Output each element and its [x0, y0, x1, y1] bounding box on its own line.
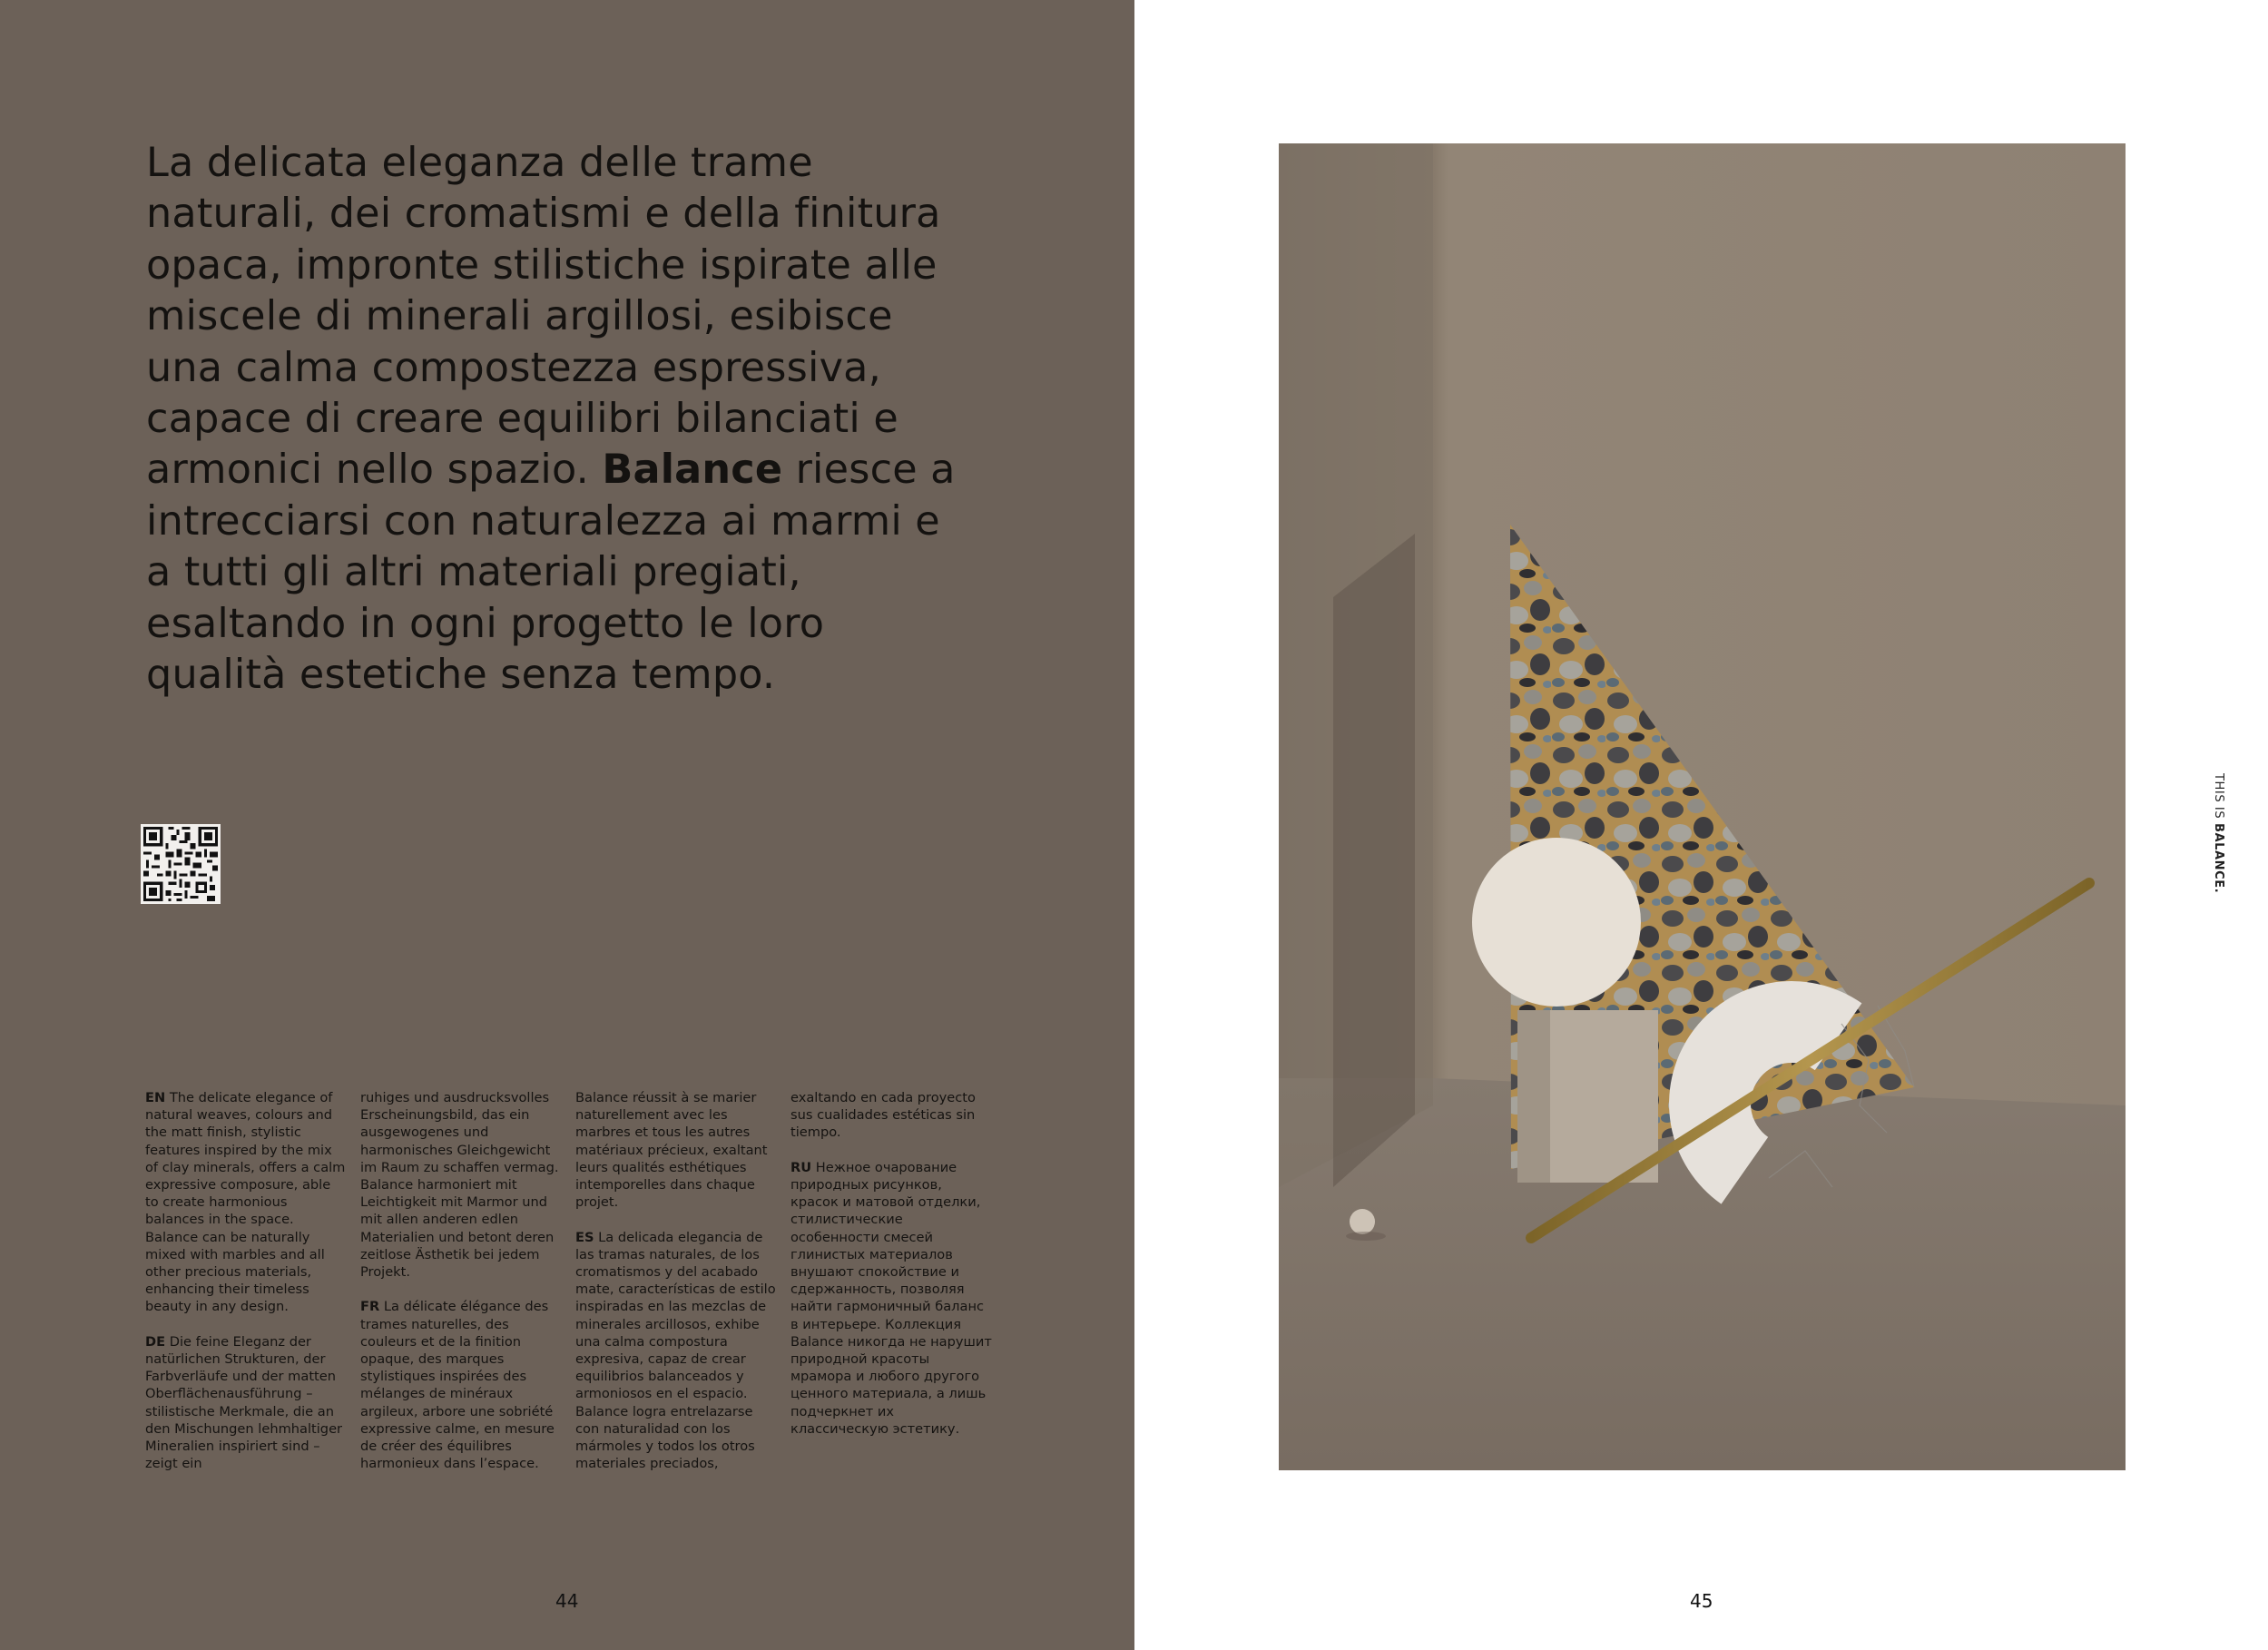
lang-code-en: EN [145, 1090, 166, 1105]
intro-text-after: riesce a intrecciarsi con naturalezza ai marmi e a tutti gli altri materiali pregiati, esaltando in ogni progetto le loro qualità estetiche senza tempo. [146, 447, 956, 699]
lang-code-ru: RU [790, 1159, 812, 1175]
intro-paragraph [146, 138, 963, 701]
translation-ru-text: Нежное очарование природных рисунков, красок и матовой отделки, стилистические особенности смесей глинистых материалов внушают спокойствие и сдержанность, позволяя найти гармоничный баланс в интерьере. Коллекция Balance никогда не нарушит природной красоты мрамора и любого другого ценного материала, а лишь подчеркнет их классическую эстетику. [790, 1159, 992, 1437]
text-column-1 [145, 1089, 347, 1490]
lang-code-es: ES [575, 1229, 594, 1245]
translation-fr [360, 1298, 562, 1472]
qr-code-icon[interactable] [141, 824, 221, 904]
intro-brand: Balance [602, 447, 783, 494]
lang-code-fr: FR [360, 1299, 380, 1315]
translation-es-text-part1: La delicada elegancia de las tramas naturales, de los cromatismos y del acabado mate, características de estilo inspiradas en las mezclas de minerales arcillosos, exhibe una calma compostura expresiva, capaz de crear equilibrios balanceados y armoniosos en el espacio. Balance logra entrelazarse con naturalidad con los mármoles y todos los otros materiales preciados, [575, 1229, 776, 1472]
translation-es [575, 1229, 777, 1473]
intro-text-before: La delicata eleganza delle trame naturali, dei cromatismi e della finitura opaca, impronte stilistiche ispirate alle miscele di minerali argillosi, esibisce una calma compostezza espressiva, capace di creare equilibri bilanciati e armonici nello spazio. [146, 140, 941, 494]
product-photo [1279, 143, 2126, 1470]
translation-de-text-part1: Die feine Eleganz der natürlichen Strukturen, der Farbverläufe und der matten Oberflächenausführung – stilistische Merkmale, die an den Mischungen lehmhaltiger Mineralien inspiriert sind – zeigt ein [145, 1333, 343, 1472]
side-label [2212, 773, 2225, 893]
lang-code-de: DE [145, 1333, 166, 1350]
side-label-prefix: THIS IS [2212, 773, 2225, 823]
side-label-brand: BALANCE. [2212, 822, 2225, 894]
translation-es-text-part2: exaltando en cada proyecto sus cualidades estéticas sin tiempo. [790, 1090, 976, 1141]
translation-fr-text-part1: La délicate élégance des trames naturelles, des couleurs et de la finition opaque, des marques stylistiques inspirées des mélanges de minéraux argileux, arbore une sobriété expressive calme, en mesure de créer des équilibres harmonieux dans l’espace. [360, 1299, 555, 1472]
text-column-2 [360, 1089, 562, 1490]
translation-de [145, 1333, 347, 1473]
translation-es-continued [790, 1089, 992, 1142]
translation-en [145, 1089, 347, 1316]
translation-de-continued [360, 1089, 562, 1281]
translation-ru [790, 1159, 992, 1438]
text-column-3 [575, 1089, 777, 1490]
translation-de-text-part2: ruhiges und ausdrucksvolles Erscheinungsbild, das ein ausgewogenes und harmonisches Gleichgewicht im Raum zu schaffen vermag. Balance harmoniert mit Leichtigkeit mit Marmor und mit allen anderen edlen Materialien und betont deren zeitlose Ästhetik bei jedem Projekt. [360, 1090, 559, 1281]
text-column-4 [790, 1089, 992, 1455]
translation-en-text: The delicate elegance of natural weaves, colours and the matt finish, stylistic features inspired by the mix of clay minerals, offers a calm expressive composure, able to create harmonious balances in the space. Balance can be naturally mixed with marbles and all other precious materials, enhancing their timeless beauty in any design. [145, 1090, 346, 1315]
page-number-left: 44 [555, 1590, 579, 1612]
page-number-right: 45 [1690, 1590, 1713, 1612]
translation-fr-continued [575, 1089, 777, 1211]
translation-fr-text-part2: Balance réussit à se marier naturellement avec les marbres et tous les autres matériaux précieux, exaltant leurs qualités esthétiques intemporelles dans chaque projet. [575, 1090, 768, 1211]
